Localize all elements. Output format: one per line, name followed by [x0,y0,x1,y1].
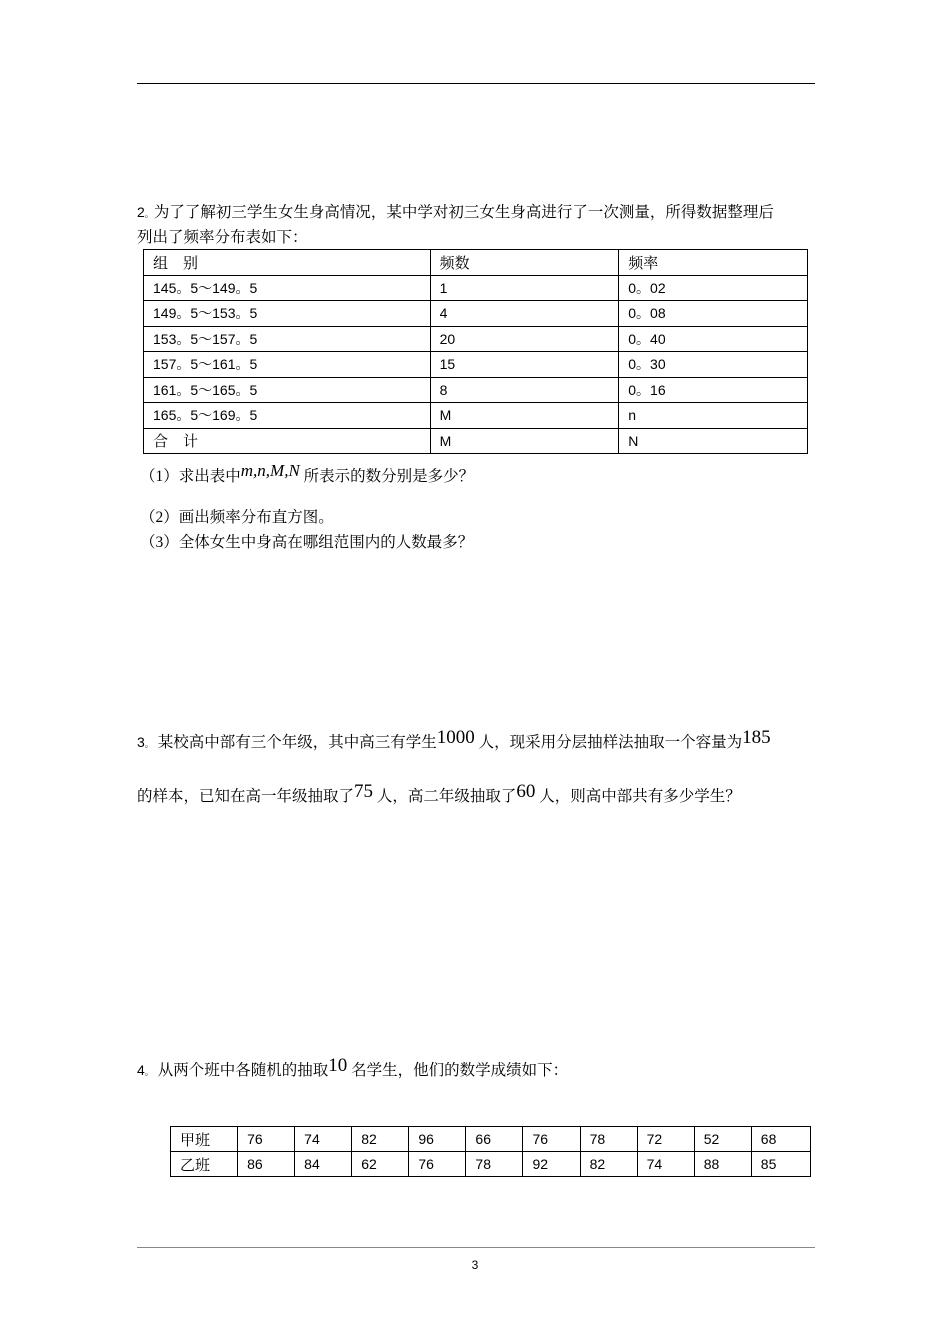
header-group: 组 别 [144,250,431,276]
cell-total-frequency: N [619,428,808,454]
table-row [144,352,808,378]
q3-number: 3 [137,734,145,750]
cell-count: 8 [430,377,619,403]
table-row [144,275,808,301]
cell-total-count: M [430,428,619,454]
header-rule [137,83,815,84]
row-label: 甲班 [171,1127,238,1152]
class-a-row [171,1127,811,1152]
score-cell: 72 [637,1127,694,1152]
class-b-row [171,1152,811,1177]
q4-number: 4 [137,1062,145,1078]
cell-frequency: 0。16 [619,377,808,403]
q3-number-75: 75 [354,781,374,802]
q3-number-185: 185 [742,727,771,748]
cell-count: 1 [430,275,619,301]
page-number: 3 [471,1258,479,1272]
header-count: 频数 [430,250,619,276]
score-cell: 78 [580,1127,637,1152]
table-row [144,326,808,352]
table-header-row [144,250,808,276]
score-cell: 85 [751,1152,810,1177]
score-cell: 52 [694,1127,751,1152]
q2-subquestion-3: （3）全体女生中身高在哪组范围内的人数最多？ [140,534,474,551]
q2-subquestion-2: （2）画出频率分布直方图。 [140,509,334,526]
cell-total-label: 合 计 [144,428,431,454]
table-total-row [144,428,808,454]
score-cell: 84 [295,1152,352,1177]
cell-frequency: n [619,403,808,429]
q2-subquestion-1: （1）求出表中m,n,M,N 所表示的数分别是多少？ [140,461,475,485]
cell-frequency: 0。40 [619,326,808,352]
cell-group: 145。5～149。5 [144,275,431,301]
cell-group: 157。5～161。5 [144,352,431,378]
cell-group: 153。5～157。5 [144,326,431,352]
cell-group: 149。5～153。5 [144,301,431,327]
table-row [144,301,808,327]
score-cell: 78 [466,1152,523,1177]
q4-number-10: 10 [328,1055,348,1076]
score-cell: 76 [523,1127,580,1152]
cell-frequency: 0。02 [619,275,808,301]
score-cell: 66 [466,1127,523,1152]
q2-line2: 列出了频率分布表如下： [137,229,308,246]
q2-number: 2 [137,204,145,220]
score-cell: 82 [580,1152,637,1177]
header-frequency: 频率 [619,250,808,276]
q2-variables: m,n,M,N [240,461,300,480]
q3-line1: 3。 某校高中部有三个年级，其中高三有学生1000 人，现采用分层抽样法抽取一个容量为185 [137,727,771,751]
score-cell: 76 [238,1127,295,1152]
cell-count: 15 [430,352,619,378]
q3-number-1000: 1000 [436,727,475,748]
table-row [144,377,808,403]
cell-group: 165。5～169。5 [144,403,431,429]
q4-intro: 4。 从两个班中各随机的抽取10 名学生，他们的数学成绩如下： [137,1055,569,1079]
score-cell: 92 [523,1152,580,1177]
score-cell: 82 [352,1127,409,1152]
footer-rule [137,1247,815,1248]
cell-count: M [430,403,619,429]
cell-frequency: 0。08 [619,301,808,327]
scores-table [170,1126,811,1177]
score-cell: 62 [352,1152,409,1177]
table-row [144,403,808,429]
score-cell: 86 [238,1152,295,1177]
score-cell: 74 [295,1127,352,1152]
row-label: 乙班 [171,1152,238,1177]
q2-line1: 为了了解初三学生女生身高情况，某中学对初三女生身高进行了一次测量，所得数据整理后 [153,204,774,221]
score-cell: 96 [409,1127,466,1152]
frequency-table [143,249,808,454]
cell-count: 4 [430,301,619,327]
cell-frequency: 0。30 [619,352,808,378]
q3-line2: 的样本，已知在高一年级抽取了75 人，高二年级抽取了60 人，则高中部共有多少学生？ [137,781,741,805]
score-cell: 76 [409,1152,466,1177]
cell-count: 20 [430,326,619,352]
score-cell: 68 [751,1127,810,1152]
q2-intro: 2。为了了解初三学生女生身高情况，某中学对初三女生身高进行了一次测量，所得数据整理后 列出了频率分布表如下： [137,204,774,246]
score-cell: 88 [694,1152,751,1177]
q3-number-60: 60 [516,781,536,802]
score-cell: 74 [637,1152,694,1177]
cell-group: 161。5～165。5 [144,377,431,403]
